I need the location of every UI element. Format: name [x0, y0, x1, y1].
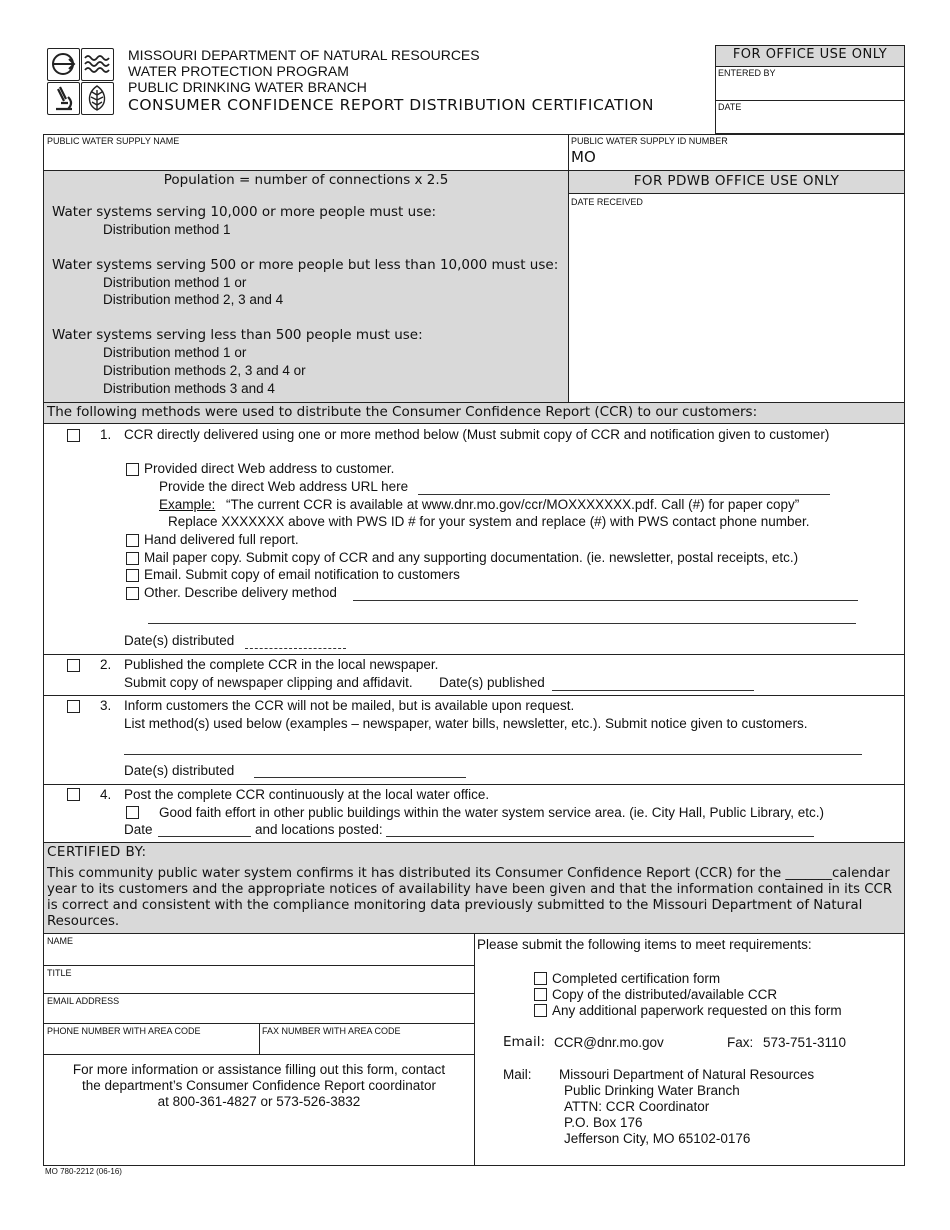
fax-field[interactable]	[261, 1037, 473, 1053]
method2-sub: Submit copy of newspaper clipping and affidavit.	[124, 675, 413, 690]
certification-statement: This community public water system confirms it has distributed its Consumer Confidence Report (CCR) for the _______calendar year to its customers and the appropriate notices of availability have been given and that the information contained in its CCR is correct and consistent with the compliance monitoring data previously submitted to the Missouri Department of Natural Resources.	[47, 866, 893, 929]
info-line3: at 800-361-4827 or 573-526-3832	[157, 1094, 361, 1109]
date-received-field[interactable]	[570, 210, 903, 400]
method2-text: Published the complete CCR in the local newspaper.	[124, 657, 439, 672]
microscope-icon	[47, 82, 80, 115]
method3-text: Inform customers the CCR will not be mailed, but is available upon request.	[124, 698, 575, 713]
additional-paperwork-checkbox[interactable]	[534, 1004, 547, 1017]
mail-address-line4: P.O. Box 176	[564, 1115, 643, 1130]
email-label: Email. Submit copy of email notification to customers	[144, 567, 460, 582]
web-address-checkbox[interactable]	[126, 463, 139, 476]
phone-label: PHONE NUMBER WITH AREA CODE	[47, 1026, 201, 1036]
method1-dates-label: Date(s) distributed	[124, 633, 235, 648]
method4-number: 4.	[100, 787, 112, 802]
other-method-line[interactable]	[353, 600, 858, 601]
water-waves-icon	[81, 48, 114, 81]
replace-instructions: Replace XXXXXXX above with PWS ID # for your system and replace (#) with PWS contact phone number.	[168, 514, 810, 529]
email-contact-value: CCR@dnr.mo.gov	[554, 1035, 664, 1050]
date-received-label: DATE RECEIVED	[571, 197, 643, 207]
info-line1: For more information or assistance filling out this form, contact	[72, 1062, 446, 1077]
hand-delivered-label: Hand delivered full report.	[144, 532, 299, 547]
title-label: TITLE	[47, 968, 72, 978]
hand-delivered-checkbox[interactable]	[126, 534, 139, 547]
rule3-line3: Distribution methods 3 and 4	[103, 381, 275, 396]
method2-checkbox[interactable]	[67, 659, 80, 672]
email-address-label: EMAIL ADDRESS	[47, 996, 120, 1006]
method1-text: CCR directly delivered using one or more method below (Must submit copy of CCR and notification given to customer)	[124, 427, 830, 442]
fax-contact-value: 573-751-3110	[763, 1035, 847, 1050]
certified-title: CERTIFIED BY:	[47, 844, 147, 860]
info-line2: the department’s Consumer Confidence Report coordinator	[82, 1078, 436, 1093]
form-title: CONSUMER CONFIDENCE REPORT DISTRIBUTION CERTIFICATION	[128, 96, 655, 114]
rule2-heading: Water systems serving 500 or more people but less than 10,000 must use:	[52, 257, 559, 273]
method3-methods-line[interactable]	[124, 754, 862, 755]
branch-name: PUBLIC DRINKING WATER BRANCH	[128, 79, 367, 95]
program-name: WATER PROTECTION PROGRAM	[128, 63, 349, 79]
name-label: NAME	[47, 936, 74, 946]
web-address-label: Provided direct Web address to customer.	[144, 461, 395, 476]
url-label: Provide the direct Web address URL here	[159, 479, 409, 494]
good-faith-checkbox[interactable]	[126, 806, 139, 819]
method3-dates-label: Date(s) distributed	[124, 763, 235, 778]
rule3-line2: Distribution methods 2, 3 and 4 or	[103, 363, 306, 378]
entered-by-label: ENTERED BY	[718, 68, 776, 78]
name-field[interactable]	[46, 947, 472, 965]
method4-date-label: Date	[124, 822, 153, 837]
email-address-field[interactable]	[46, 1007, 472, 1023]
pdwb-title: FOR PDWB OFFICE USE ONLY	[633, 173, 840, 189]
rule1-line1: Distribution method 1	[103, 222, 231, 237]
other-method-line-2[interactable]	[148, 623, 856, 624]
mail-address-line1: Missouri Department of Natural Resources	[559, 1067, 815, 1082]
agency-name: MISSOURI DEPARTMENT OF NATURAL RESOURCES	[128, 47, 480, 63]
mail-copy-checkbox[interactable]	[126, 552, 139, 565]
other-checkbox[interactable]	[126, 587, 139, 600]
method3-checkbox[interactable]	[67, 700, 80, 713]
rule1-heading: Water systems serving 10,000 or more people must use:	[52, 204, 437, 220]
population-formula: Population = number of connections x 2.5	[163, 172, 449, 188]
method1-checkbox[interactable]	[67, 429, 80, 442]
title-field[interactable]	[46, 979, 472, 993]
method1-dates-line[interactable]	[245, 648, 346, 649]
submit-item3: Any additional paperwork requested on this form	[552, 1003, 842, 1018]
rule2-line2: Distribution method 2, 3 and 4	[103, 292, 284, 307]
method2-dates-line[interactable]	[552, 690, 754, 691]
supply-id-field[interactable]: MO	[571, 148, 596, 166]
good-faith-label: Good faith effort in other public buildings within the water system service area. (ie. City Hall, Public Library, etc.)	[159, 805, 825, 820]
supply-name-label: PUBLIC WATER SUPPLY NAME	[47, 136, 180, 146]
entered-by-field[interactable]	[716, 80, 904, 100]
example-text: “The current CCR is available at www.dnr.mo.gov/ccr/MOXXXXXXX.pdf. Call (#) for paper copy”	[226, 497, 800, 512]
phone-field[interactable]	[46, 1037, 258, 1053]
email-contact-label: Email:	[503, 1034, 546, 1050]
method1-number: 1.	[100, 427, 112, 442]
locations-label: and locations posted:	[255, 822, 383, 837]
method3-sub: List method(s) used below (examples – newspaper, water bills, newsletter, etc.). Submit notice given to customers.	[124, 716, 808, 731]
supply-name-field[interactable]	[46, 148, 566, 170]
mail-copy-label: Mail paper copy. Submit copy of CCR and any supporting documentation. (ie. newsletter, postal receipts, etc.)	[144, 550, 799, 565]
mail-address-line2: Public Drinking Water Branch	[564, 1083, 740, 1098]
globe-arrow-icon	[47, 48, 80, 81]
example-label: Example:	[159, 497, 216, 512]
method4-checkbox[interactable]	[67, 788, 80, 801]
submit-item2: Copy of the distributed/available CCR	[552, 987, 778, 1002]
method2-dates-label: Date(s) published	[439, 675, 545, 690]
email-checkbox[interactable]	[126, 569, 139, 582]
ccr-copy-checkbox[interactable]	[534, 988, 547, 1001]
method4-text: Post the complete CCR continuously at the local water office.	[124, 787, 490, 802]
method2-number: 2.	[100, 657, 112, 672]
submit-title: Please submit the following items to meet requirements:	[477, 937, 812, 952]
fax-label: FAX NUMBER WITH AREA CODE	[262, 1026, 401, 1036]
form-number: MO 780-2212 (06-16)	[45, 1167, 122, 1176]
mail-address-line5: Jefferson City, MO 65102-0176	[564, 1131, 751, 1146]
leaf-icon	[81, 82, 114, 115]
mail-address-line3: ATTN: CCR Coordinator	[564, 1099, 710, 1114]
submit-item1: Completed certification form	[552, 971, 721, 986]
methods-intro: The following methods were used to distribute the Consumer Confidence Report (CCR) to our customers:	[47, 404, 758, 420]
mail-contact-label: Mail:	[503, 1067, 532, 1082]
method3-number: 3.	[100, 698, 112, 713]
office-date-label: DATE	[718, 102, 742, 112]
url-input-line[interactable]	[418, 494, 830, 495]
method3-dates-line[interactable]	[254, 777, 466, 778]
fax-contact-label: Fax:	[727, 1035, 754, 1050]
supply-id-label: PUBLIC WATER SUPPLY ID NUMBER	[571, 136, 728, 146]
certification-form-checkbox[interactable]	[534, 972, 547, 985]
rule3-heading: Water systems serving less than 500 people must use:	[52, 327, 423, 343]
rule2-line1: Distribution method 1 or	[103, 275, 247, 290]
rule3-line1: Distribution method 1 or	[103, 345, 247, 360]
method4-date-line[interactable]	[158, 836, 251, 837]
other-label: Other. Describe delivery method	[144, 585, 337, 600]
office-use-title: FOR OFFICE USE ONLY	[732, 47, 888, 62]
office-date-field[interactable]	[716, 114, 904, 134]
locations-line[interactable]	[386, 836, 814, 837]
